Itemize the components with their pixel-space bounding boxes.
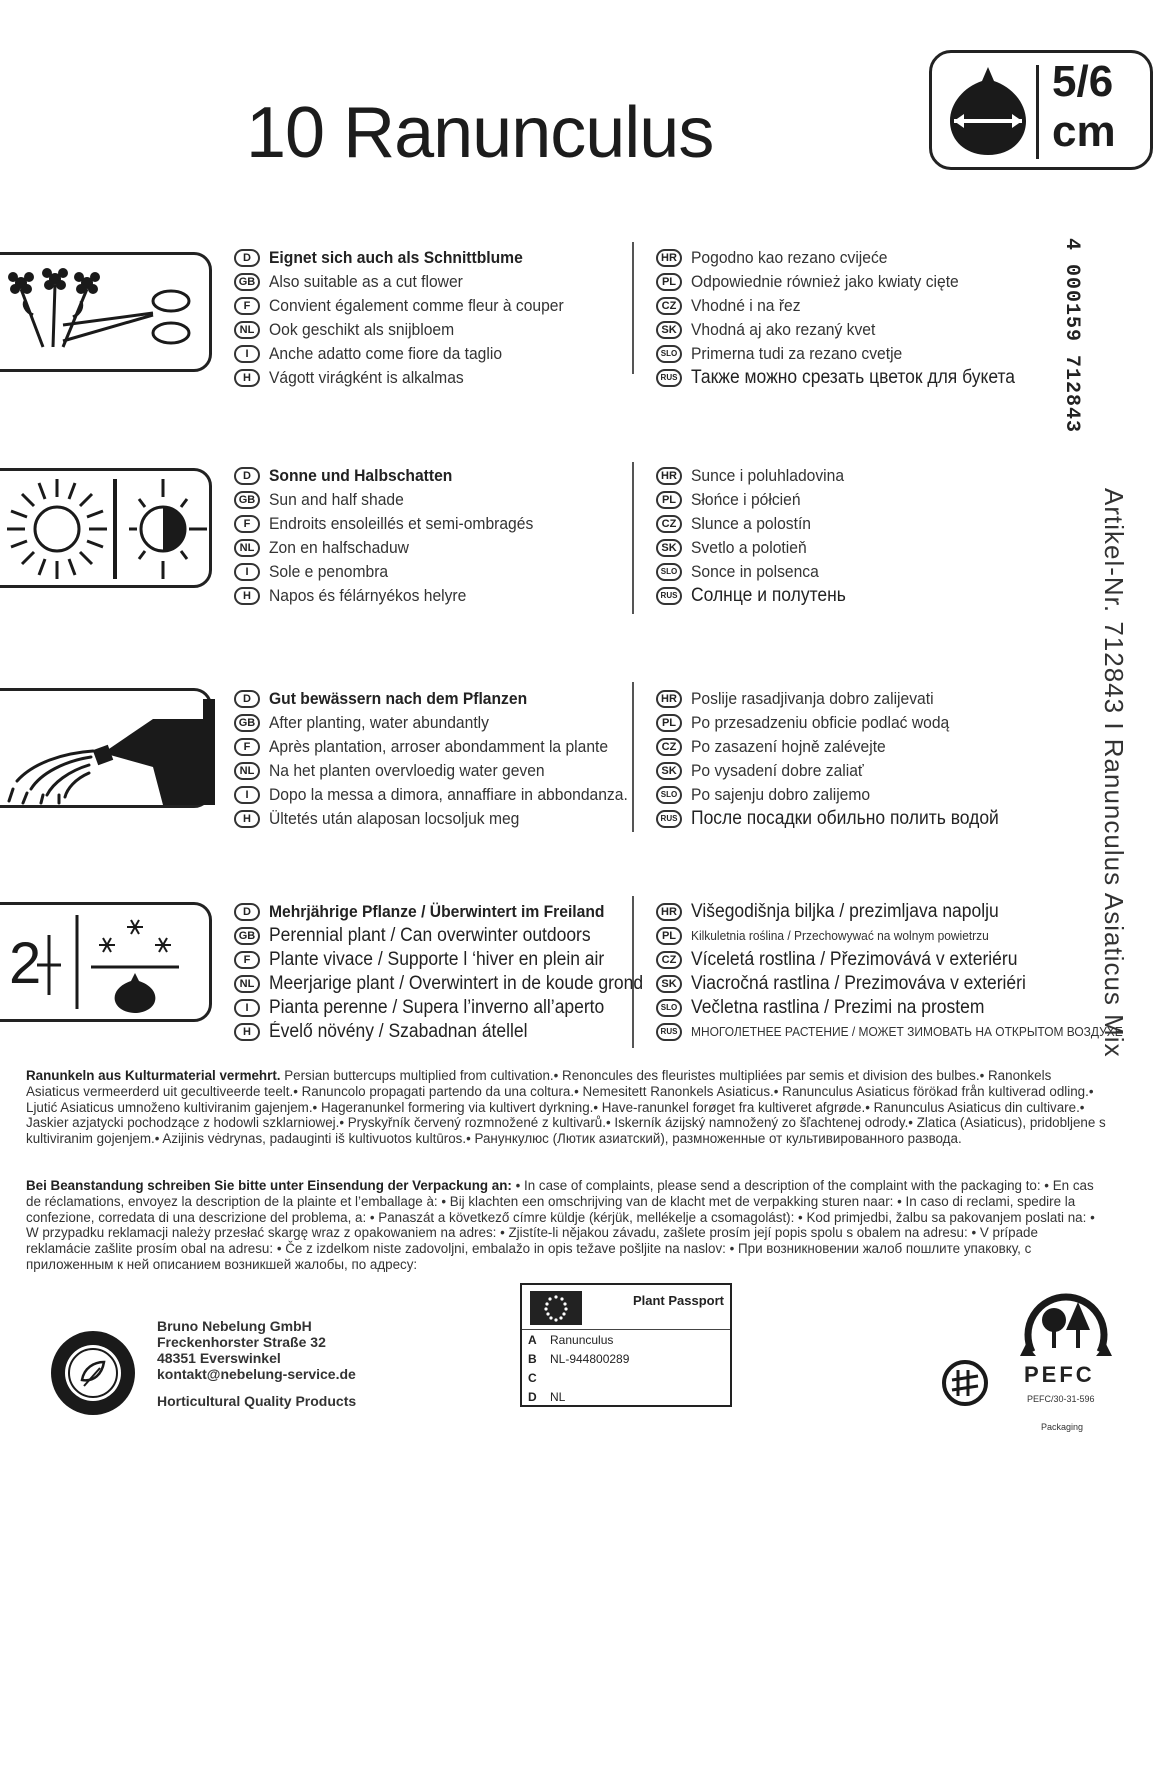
language-line <box>656 246 1043 270</box>
language-line <box>656 711 1026 735</box>
sustainable-supplier-seal-icon <box>48 1328 138 1418</box>
language-line-text: Svetlo a polotieň <box>691 538 807 557</box>
language-code-badge: HR <box>656 690 682 708</box>
language-line-text: Po przesadzeniu obficie podlać wodą <box>691 713 950 732</box>
language-line-text: Sun and half shade <box>269 490 404 509</box>
language-code-badge: F <box>234 297 260 315</box>
language-line <box>234 342 589 366</box>
language-line-text: Po zasazení hojně zalévejte <box>691 737 886 756</box>
language-code-badge: PL <box>656 927 682 945</box>
language-line <box>656 488 859 512</box>
language-line-text: Meerjarige plant / Overwintert in de koude grond <box>269 973 644 994</box>
section-2-right-column <box>656 464 859 608</box>
language-code-badge: SK <box>656 321 682 339</box>
language-code-badge: SLO <box>656 999 682 1017</box>
language-line <box>656 924 1155 948</box>
language-line-text: Vhodné i na řez <box>691 296 801 315</box>
language-code-badge: CZ <box>656 951 682 969</box>
language-code-badge: SLO <box>656 563 682 581</box>
language-line-text: Sole e penombra <box>269 562 389 581</box>
cultivation-text: Persian buttercups multiplied from cultivation.• Renoncules des fleuristes multipliées par semis et division des bulbes.• Ranonkels Asiaticus vermeerderd uit gecultiveerde teelt.• Ranuncolo propagati partendo da una coltura.• Nemesitett Ranonkels Asiaticus.• Ranunculus Asiaticus förökad från kultiverad odling.• Ljutić Asiaticus umnoženo kultiviranim gajenjem.• Hageranunkel formering via kultivert dyrkning.• Have-ranunkel forøget fra kultiveret afgrøde.• Ranunculus Asiaticus din cultivare.• Jaskier azjatycki pochodzące z hodowli szklarniowej.• Pryskyřník červený rozmnožené z kultivarů.• Iskerník ázijský namnožený zo šľachtenej odrody.• Zlatica (Asiaticus), pridobljene s kultiviranim gojenjem.• Azijinis vėdrynas, padauginti iš kultivuotos kultūros.• Ранункулюс (Лютик азиатский), размноженные от культивированного развода. <box>26 1068 1106 1147</box>
language-line <box>656 996 1155 1020</box>
size-value: 5/6 <box>1052 57 1114 106</box>
language-line-text: Mehrjährige Pflanze / Überwintert im Freiland <box>269 902 605 921</box>
language-line <box>234 294 589 318</box>
passport-row: B NL-944800289 <box>528 1352 630 1366</box>
language-line-text: После посадки обильно полить водой <box>691 808 999 829</box>
language-code-badge: NL <box>234 539 260 557</box>
language-line <box>234 318 589 342</box>
eu-flag-icon <box>530 1291 582 1325</box>
language-line <box>656 783 1026 807</box>
language-line <box>656 536 859 560</box>
language-line-text: Ook geschikt als snijbloem <box>269 320 455 339</box>
language-line-text: Plante vivace / Supporte l ‘hiver en plein air <box>269 949 605 970</box>
language-line-text: Slunce a polostín <box>691 514 811 533</box>
language-line-text: Anche adatto come fiore da taglio <box>269 344 503 363</box>
language-line <box>234 560 556 584</box>
passport-row: D NL <box>528 1390 566 1404</box>
language-line-text: Gut bewässern nach dem Pflanzen <box>269 689 528 708</box>
language-line <box>234 972 676 996</box>
article-number: Artikel-Nr. 712843 I Ranunculus Asiaticus Mix <box>1099 488 1129 1058</box>
cut-flower-scissors-icon <box>0 252 212 372</box>
language-line <box>234 735 659 759</box>
language-line-text: Pogodno kao rezano cvijeće <box>691 248 888 267</box>
language-line-text: Odpowiednie również jako kwiaty cięte <box>691 272 959 291</box>
language-line <box>656 759 1026 783</box>
complaint-lead: Bei Beanstandung schreiben Sie bitte unter Einsendung der Verpackung an: <box>26 1178 512 1193</box>
language-line-text: Also suitable as a cut flower <box>269 272 463 291</box>
language-code-badge: NL <box>234 762 260 780</box>
language-code-badge: PL <box>656 714 682 732</box>
language-line-text: Večletna rastlina / Prezimi na prostem <box>691 997 985 1018</box>
address-line: 48351 Everswinkel <box>157 1350 281 1366</box>
complaint-text: • In case of complaints, please send a description of the complaint with the packaging to: • En cas de réclamations, envoyez la description de la plainte et l’emballage à: • Bij klachten een omschrijving van de klacht met de verpakking sturen naar: • In caso di reclami, spedire la confezione, corredata di una descrizione del problema, a: • Panaszát a következő címre küldje (kérjük, mellékelje a csomagolást): • Kod primjedbi, žalbu sa pakovanjem poslati na: • W przypadku reklamacji należy przesłać skargę wraz z opakowaniem na adres: • Zjistíte-li nějakou závadu, zašlete prosím její popis spolu s obalem na adresu: • V prípade reklamácie zašlite prosím obal na adresu: • Če z izdelkom niste zadovoljni, embalažo in opis težave pošljite na naslov: • При возникновении жалоб пошлите упаковку, с приложенным к ней описанием возникшей жалобы, по адресу: <box>26 1178 1095 1272</box>
language-line-text: Évelő növény / Szabadnan átellel <box>269 1021 528 1042</box>
passport-row: A Ranunculus <box>528 1333 614 1347</box>
section-1-left-column <box>234 246 589 390</box>
language-line-text: Солнце и полутень <box>691 585 846 606</box>
language-line <box>234 807 659 831</box>
language-line-text: Perennial plant / Can overwinter outdoors <box>269 925 591 946</box>
language-code-badge: H <box>234 369 260 387</box>
language-code-badge: SK <box>656 539 682 557</box>
section-1-right-column <box>656 246 1043 390</box>
language-line <box>234 366 589 390</box>
language-code-badge: SK <box>656 762 682 780</box>
language-code-badge: H <box>234 587 260 605</box>
language-line <box>234 488 556 512</box>
language-code-badge: D <box>234 249 260 267</box>
language-line-text: Vágott virágként is alkalmas <box>269 368 464 387</box>
company-address <box>157 1318 356 1382</box>
language-line <box>656 1020 1155 1044</box>
language-line-text: Primerna tudi za rezano cvetje <box>691 344 903 363</box>
language-code-badge: I <box>234 563 260 581</box>
language-line <box>234 270 589 294</box>
recycling-symbol-icon <box>940 1358 990 1408</box>
language-code-badge: RUS <box>656 587 682 605</box>
language-line <box>656 318 1043 342</box>
language-code-badge: SK <box>656 975 682 993</box>
language-line <box>656 464 859 488</box>
language-code-badge: HR <box>656 467 682 485</box>
language-line <box>656 900 1155 924</box>
language-line <box>234 996 676 1020</box>
language-code-badge: I <box>234 999 260 1017</box>
language-code-badge: H <box>234 1023 260 1041</box>
language-line <box>234 536 556 560</box>
language-code-badge: RUS <box>656 369 682 387</box>
language-code-badge: PL <box>656 273 682 291</box>
section-4-left-column <box>234 900 676 1044</box>
language-code-badge: CZ <box>656 297 682 315</box>
language-line <box>656 807 1026 831</box>
language-line-text: Poslije rasadjivanja dobro zalijevati <box>691 689 934 708</box>
language-code-badge: F <box>234 738 260 756</box>
language-line-text: Après plantation, arroser abondamment la plante <box>269 737 609 756</box>
product-title: 10 Ranunculus <box>246 93 714 173</box>
language-code-badge: GB <box>234 273 260 291</box>
language-code-badge: RUS <box>656 810 682 828</box>
language-line-text: Eignet sich auch als Schnittblume <box>269 248 523 267</box>
language-line-text: Višegodišnja biljka / prezimljava napolju <box>691 901 999 922</box>
language-code-badge: SLO <box>656 345 682 363</box>
pefc-label: PEFC <box>1024 1362 1095 1387</box>
language-line-text: Pianta perenne / Supera l’inverno all’aperto <box>269 997 605 1018</box>
language-line-text: Víceletá rostlina / Přezimovává v exteriéru <box>691 949 1018 970</box>
plant-passport <box>520 1283 732 1407</box>
language-line <box>656 512 859 536</box>
language-line-text: Viacročná rastlina / Prezimováva v exteriéri <box>691 973 1026 994</box>
language-code-badge: HR <box>656 249 682 267</box>
pefc-code: PEFC/30-31-596 <box>1027 1394 1095 1404</box>
language-line-text: Po vysadení dobre zaliať <box>691 761 864 780</box>
language-line-text: Napos és félárnyékos helyre <box>269 586 467 605</box>
language-line-text: Na het planten overvloedig water geven <box>269 761 545 780</box>
language-line-text: Convient également comme fleur à couper <box>269 296 564 315</box>
language-line-text: After planting, water abundantly <box>269 713 489 732</box>
language-code-badge: NL <box>234 321 260 339</box>
language-line-text: Sunce i poluhladovina <box>691 466 845 485</box>
language-code-badge: NL <box>234 975 260 993</box>
language-code-badge: RUS <box>656 1023 682 1041</box>
language-line <box>656 366 1043 390</box>
language-line <box>656 948 1155 972</box>
language-line-text: Słońce i półcień <box>691 490 801 509</box>
language-code-badge: HR <box>656 903 682 921</box>
language-line <box>234 924 676 948</box>
size-unit: cm <box>1052 107 1116 156</box>
language-line-text: Endroits ensoleillés et semi-ombragés <box>269 514 534 533</box>
language-line <box>234 711 659 735</box>
language-line <box>656 687 1026 711</box>
language-line-text: Zon en halfschaduw <box>269 538 409 557</box>
language-code-badge: PL <box>656 491 682 509</box>
language-line <box>234 1020 676 1044</box>
section-4-right-column <box>656 900 1155 1044</box>
language-line <box>234 783 659 807</box>
language-code-badge: GB <box>234 491 260 509</box>
language-line <box>234 584 556 608</box>
section-3-left-column <box>234 687 659 831</box>
language-line <box>234 246 589 270</box>
language-line <box>234 687 659 711</box>
section-3-right-column <box>656 687 1026 831</box>
language-line <box>234 759 659 783</box>
horticultural-quality-label: Horticultural Quality Products <box>157 1393 357 1409</box>
language-line <box>656 584 859 608</box>
passport-row: C <box>528 1371 537 1385</box>
language-code-badge: I <box>234 786 260 804</box>
cultivation-paragraph <box>26 1068 1106 1147</box>
language-line <box>234 512 556 536</box>
section-2-left-column <box>234 464 556 608</box>
language-code-badge: CZ <box>656 515 682 533</box>
language-line-text: Sonce in polsenca <box>691 562 819 581</box>
pefc-logo-icon <box>1018 1282 1114 1362</box>
language-code-badge: F <box>234 515 260 533</box>
language-line <box>656 735 1026 759</box>
plant-passport-title: Plant Passport <box>632 1293 724 1308</box>
language-line <box>234 948 676 972</box>
bulb-size-icon <box>942 61 1034 161</box>
cultivation-lead: Ranunkeln aus Kulturmaterial vermehrt. <box>26 1068 281 1083</box>
language-line <box>234 464 556 488</box>
language-code-badge: H <box>234 810 260 828</box>
language-line <box>656 294 1043 318</box>
language-code-badge: CZ <box>656 738 682 756</box>
language-code-badge: GB <box>234 927 260 945</box>
watering-can-icon <box>0 688 212 808</box>
language-line-text: Sonne und Halbschatten <box>269 466 453 485</box>
language-line <box>656 560 859 584</box>
address-line: Freckenhorster Straße 32 <box>157 1334 326 1350</box>
language-line <box>234 900 676 924</box>
language-line <box>656 270 1043 294</box>
language-code-badge: I <box>234 345 260 363</box>
language-code-badge: D <box>234 467 260 485</box>
address-line: Bruno Nebelung GmbH <box>157 1318 312 1334</box>
language-code-badge: GB <box>234 714 260 732</box>
language-line <box>656 342 1043 366</box>
barcode-number: 4 000159 712843 <box>1060 238 1083 434</box>
language-line-text: Ültetés után alaposan locsoljuk meg <box>269 809 520 828</box>
language-line-text: Vhodná aj ako rezaný kvet <box>691 320 876 339</box>
language-code-badge: SLO <box>656 786 682 804</box>
perennial-overwinter-icon <box>0 902 212 1022</box>
pefc-packaging: Packaging <box>1041 1422 1084 1432</box>
complaint-paragraph <box>26 1178 1106 1273</box>
language-code-badge: F <box>234 951 260 969</box>
language-code-badge: D <box>234 903 260 921</box>
bulb-size-badge <box>929 50 1153 170</box>
language-line-text: Также можно срезать цветок для букета <box>691 367 1016 388</box>
language-line-text: Po sajenju dobro zalijemo <box>691 785 871 804</box>
language-line-text: МНОГОЛЕТНЕЕ РАСТЕНИЕ / МОЖЕТ ЗИМОВАТЬ НА ОТКРЫТОМ ВОЗДУХЕ <box>691 1024 1123 1039</box>
perennial-number: 2 <box>9 931 42 996</box>
language-line-text: Kilkuletnia roślina / Przechowywać na wolnym powietrzu <box>691 928 989 943</box>
sun-half-shade-icon <box>0 468 212 588</box>
language-line-text: Dopo la messa a dimora, annaffiare in abbondanza. <box>269 785 628 804</box>
language-code-badge: D <box>234 690 260 708</box>
language-line <box>656 972 1155 996</box>
address-email: kontakt@nebelung-service.de <box>157 1366 356 1382</box>
